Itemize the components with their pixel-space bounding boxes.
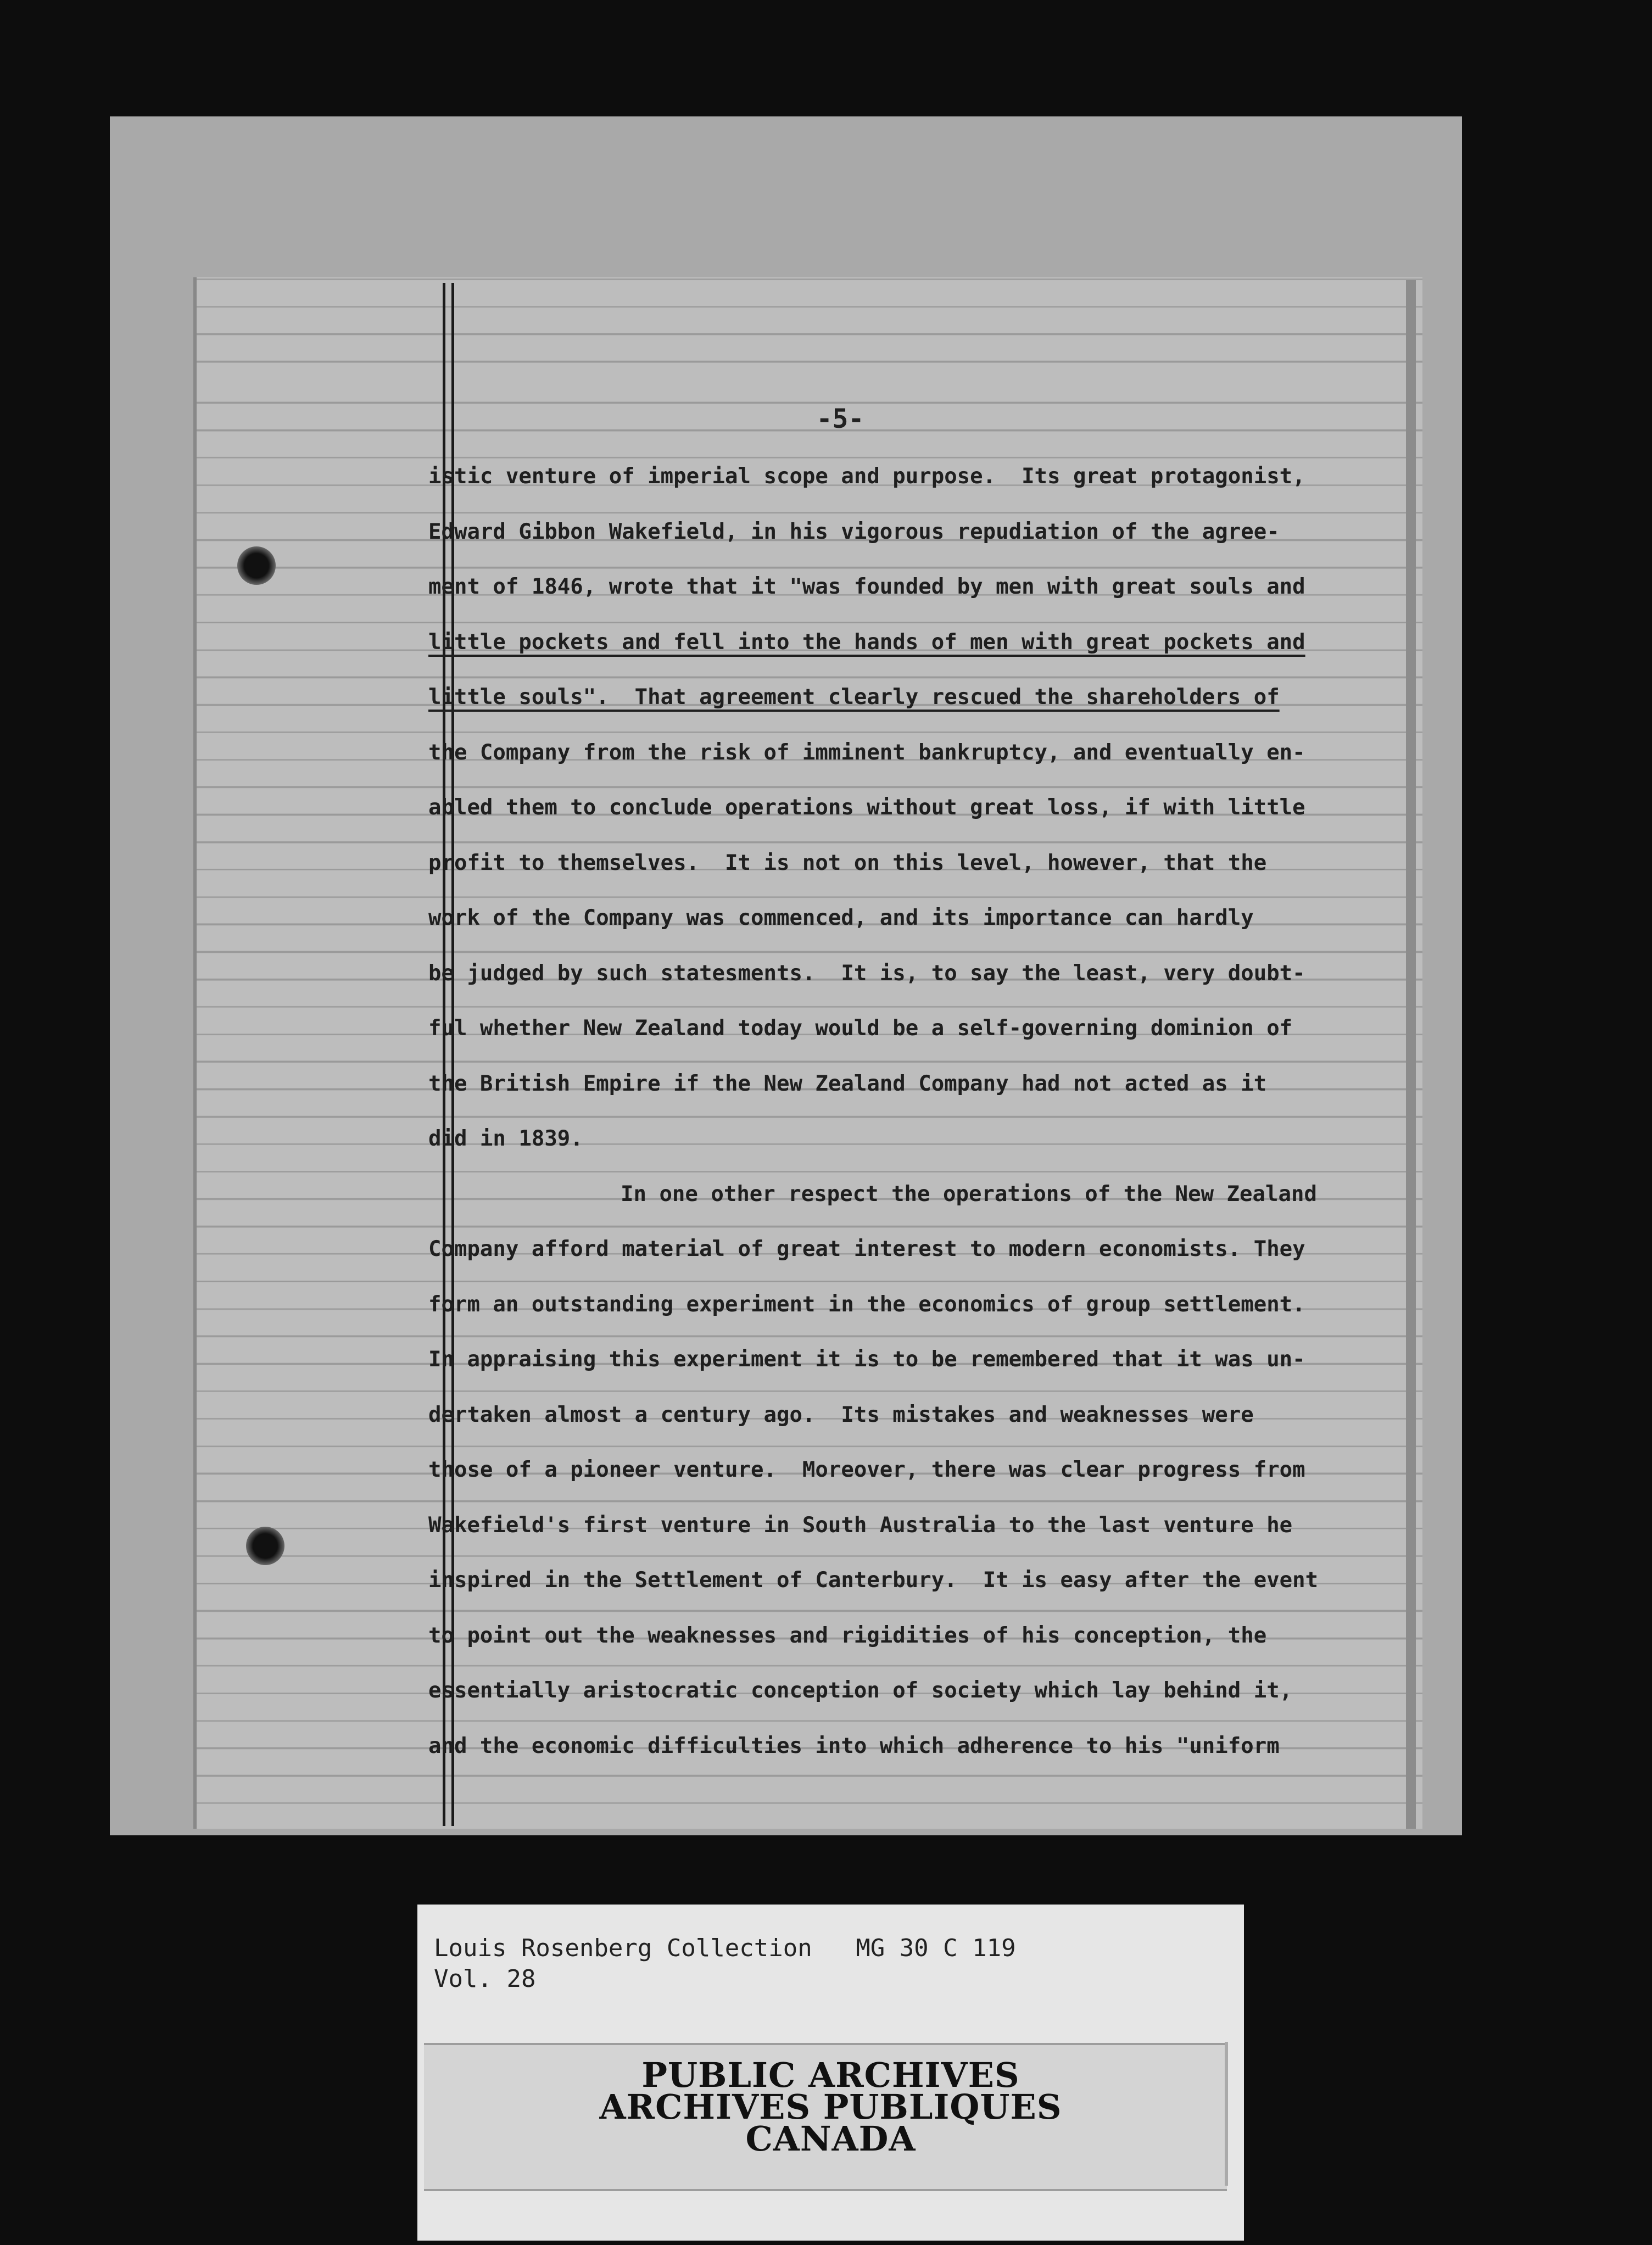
page-number: -5- — [816, 404, 864, 434]
punch-hole-icon — [237, 546, 276, 585]
text-line: Company afford material of great interest to modern economists. They — [428, 1237, 1305, 1261]
text-line: abled them to conclude operations without great loss, if with little — [428, 795, 1305, 820]
text-line: those of a pioneer venture. Moreover, there was clear progress from — [428, 1457, 1305, 1482]
text-line: profit to themselves. It is not on this level, however, that the — [428, 850, 1267, 875]
text-line: the Company from the risk of imminent bankruptcy, and eventually en- — [428, 740, 1305, 765]
collection-line: Louis Rosenberg Collection MG 30 C 119 — [434, 1934, 1016, 1962]
volume-line: Vol. 28 — [434, 1965, 536, 1993]
stamp-english: PUBLIC ARCHIVES — [641, 2055, 1020, 2095]
text-line: Edward Gibbon Wakefield, in his vigorous repudiation of the agree- — [428, 519, 1280, 544]
stamp-country: CANADA — [745, 2119, 916, 2159]
text-line: Wakefield's first venture in South Australia to the last venture he — [428, 1512, 1293, 1538]
stamp-french: ARCHIVES PUBLIQUES — [599, 2087, 1062, 2127]
text-line: istic venture of imperial scope and purpose. Its great protagonist, — [428, 464, 1305, 489]
text-line: the British Empire if the New Zealand Company had not acted as it — [428, 1071, 1267, 1096]
text-line: dertaken almost a century ago. Its mistakes and weaknesses were — [428, 1402, 1254, 1427]
text-line: to point out the weaknesses and rigidities of his conception, the — [428, 1623, 1267, 1648]
text-line: ment of 1846, wrote that it "was founded by men with great souls and — [428, 574, 1305, 599]
paragraph-start-line: In one other respect the operations of the New Zealand — [621, 1181, 1317, 1207]
text-line: and the economic difficulties into which adherence to his "uniform — [428, 1733, 1280, 1758]
text-line: form an outstanding experiment in the economics of group settlement. — [428, 1292, 1305, 1317]
punch-hole-icon — [246, 1527, 284, 1565]
text-line: In appraising this experiment it is to be remembered that it was un- — [428, 1347, 1305, 1372]
text-line: ful whether New Zealand today would be a self-governing dominion of — [428, 1016, 1293, 1041]
text-line: did in 1839. — [428, 1126, 583, 1151]
underlined-quote-line: little pockets and fell into the hands of men with great pockets and — [428, 629, 1305, 655]
text-line: work of the Company was commenced, and its importance can hardly — [428, 906, 1254, 930]
text-line: essentially aristocratic conception of society which lay behind it, — [428, 1678, 1293, 1703]
underlined-quote-line: little souls". That agreement clearly rescued the shareholders of — [428, 685, 1280, 710]
text-line: be judged by such statesments. It is, to say the least, very doubt- — [428, 960, 1305, 986]
typescript-body — [428, 460, 1428, 1785]
collection-reference — [434, 1933, 1016, 1995]
text-line: inspired in the Settlement of Canterbury. It is easy after the event — [428, 1568, 1319, 1593]
